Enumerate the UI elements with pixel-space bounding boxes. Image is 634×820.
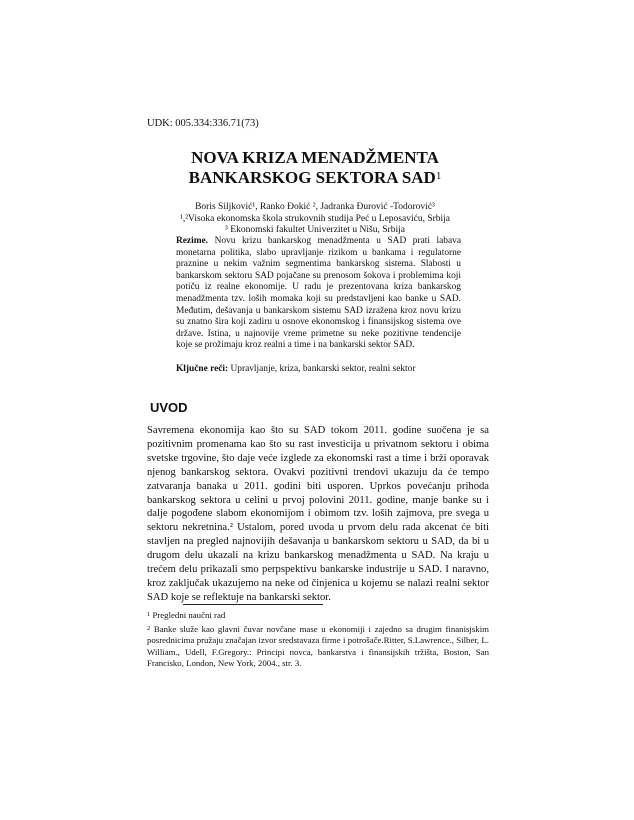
footnotes bbox=[147, 610, 489, 672]
section-heading: UVOD bbox=[150, 400, 188, 415]
title-footnote-mark: 1 bbox=[435, 170, 442, 182]
keywords-label: Ključne reči: bbox=[176, 364, 229, 374]
affiliation-1: ¹,²Visoka ekonomska škola strukovnih studija Peć u Leposaviću, Srbija bbox=[179, 213, 451, 224]
keywords bbox=[176, 364, 461, 374]
author-names: Boris Siljković¹, Ranko Đokić ², Jadranka Đurović -Todorović³ bbox=[195, 202, 435, 212]
abstract-text: Novu krizu bankarskog menadžmenta u SAD prati labava monetarna politika, slabo upravljanje rizikom u bankama i regulatorne praznine u nekim važnim segmentima bankarskog sistema. Slabosti u bankarskom sektoru SAD pojačane su prenosom šokova i problemima koji potiču iz realne ekonomije. U radu je prezentovana kriza bankarskog menadžmenta tzv. loših momaka koji su predstavljeni kao banke u SAD. Međutim, dešavanja u bankarskom sistemu SAD izražena kroz novu krizu su znatno šira koji zadiru u osnove ekonomskog i finansijskog sistema ove države. Istina, u najnovije vreme primetne su neke pozitivne tendencije koje se prožimaju kroz realni a time i na bankarski sektor SAD. bbox=[176, 236, 461, 351]
footnote-1 bbox=[147, 610, 489, 621]
paper-title bbox=[150, 148, 480, 188]
footnote-2 bbox=[147, 624, 489, 669]
footnote-mark: 1 bbox=[147, 611, 151, 618]
footnote-mark: 2 bbox=[147, 625, 151, 633]
footnote-divider bbox=[183, 604, 323, 605]
body-paragraph: Savremena ekonomija kao što su SAD tokom 2011. godine suočena je sa pozitivnim promenama kao što su rast investicija u privatnom sektoru i obima svetske trgovine, što daje veće izglede za ekonomski rast a time i brži oporavak njenog bankarskog sektora. Ovakvi pozitivni trendovi ukazuju da će tempo zatvaranja banaka u 2011. godini biti usporen. Uprkos povećanju prihoda bankarskog sektora u celini u prvoj polovini 2011. godine, manje banke su i dalje pogođene slabom ekonomijom i obimom tzv. loših zajmova, pre svega u sektoru nekretnina.² Ustalom, pored uvoda u prvom delu rada akcenat će biti stavljen na pregled najnovijih dešavanja u bankarskom sektoru u SAD, da bi u drugom delu ukazali na krizu bankarskog menadžmenta u SAD. Na kraju u trećem delu prikazali smo perpspektivu bankarske industrije u SAD. I naravno, kroz zaključak ukazujemo na neke od činjenica u kojemu se nalazi realni sektor SAD koje se reflektuje na bankarski sektor. bbox=[147, 425, 489, 603]
authors-block bbox=[150, 202, 480, 237]
udk-classification: UDK: 005.334:336.71(73) bbox=[147, 118, 259, 129]
affiliation-2: ³ Ekonomski fakultet Univerzitet u Nišu, Srbija bbox=[225, 225, 405, 235]
title-line-1: NOVA KRIZA MENADŽMENTA bbox=[191, 148, 439, 167]
title-line-2 bbox=[150, 168, 480, 188]
keywords-text: Upravljanje, kriza, bankarski sektor, realni sektor bbox=[230, 364, 416, 374]
footnote-text: Banke služe kao glavni čuvar novčane mase u ekonomiji i zajedno sa drugim finanisjskim posrednicima pružaju značajan izvor sredstavaza firme i potrošače.Ritter, S.Lawrence., Silber, L. William., Udell, F.Gregory.: Principi novca, bankarstva i finansijskih tržišta, Boston, San Francisko, London, New York, 2004., str. 3. bbox=[147, 624, 489, 668]
abstract bbox=[176, 236, 461, 352]
footnote-text: Pregledni naučni rad bbox=[152, 610, 226, 620]
title-line-2-text: BANKARSKOG SEKTORA SAD bbox=[188, 168, 436, 187]
abstract-label: Rezime. bbox=[176, 236, 209, 246]
